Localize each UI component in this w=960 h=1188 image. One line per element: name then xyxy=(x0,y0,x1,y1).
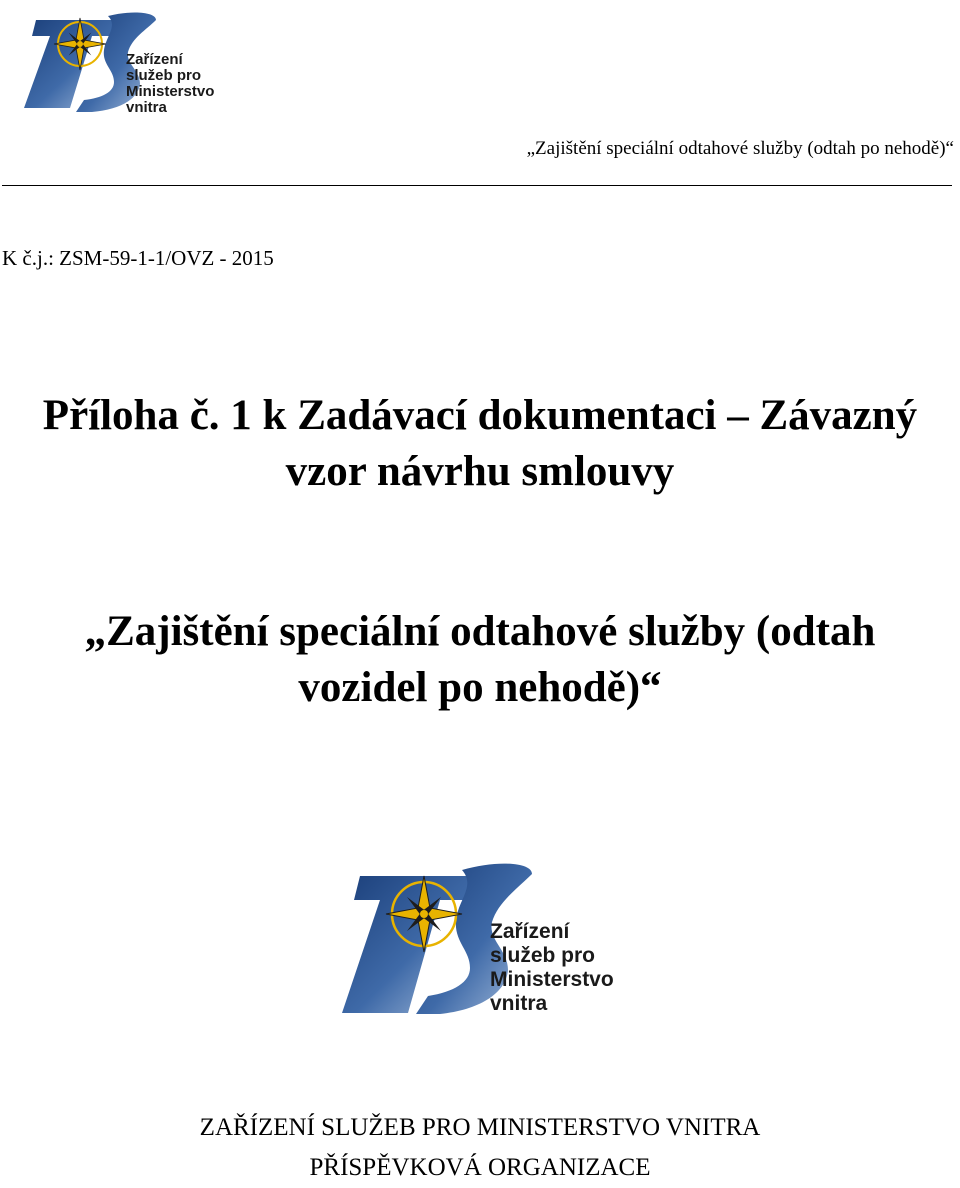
logo-line: Ministerstvo xyxy=(126,83,215,100)
organization-block xyxy=(0,1108,960,1188)
header-divider xyxy=(2,185,952,186)
logo-line: vnitra xyxy=(126,99,167,116)
running-header-title: „Zajištění speciální odtahové služby (odtah po nehodě)“ xyxy=(526,138,954,159)
contract-title-line: vozidel po nehodě)“ xyxy=(298,664,662,711)
annex-title xyxy=(0,388,960,500)
logo-line: služeb pro xyxy=(126,67,202,84)
logo-line: služeb pro xyxy=(490,944,596,967)
contract-title xyxy=(0,604,960,716)
annex-title-line: Příloha č. 1 k Zadávací dokumentaci – Závazný xyxy=(42,392,918,439)
reference-number: K č.j.: ZSM-59-1-1/OVZ - 2015 xyxy=(2,246,274,270)
organization-name: ZAŘÍZENÍ SLUŽEB PRO MINISTERSTVO VNITRA xyxy=(199,1114,761,1141)
annex-title-line: vzor návrhu smlouvy xyxy=(285,448,675,495)
zsmv-logo-graphic xyxy=(22,8,222,116)
logo-line: Zařízení xyxy=(490,920,570,943)
zsmv-logo-header xyxy=(22,8,222,116)
zsmv-logo-graphic-large xyxy=(340,858,625,1018)
contract-title-line: „Zajištění speciální odtahové služby (odtah xyxy=(84,608,876,655)
logo-line: Ministerstvo xyxy=(490,968,614,991)
logo-line: vnitra xyxy=(490,992,548,1015)
logo-line: Zařízení xyxy=(126,51,183,68)
organization-type: PŘÍSPĚVKOVÁ ORGANIZACE xyxy=(309,1154,651,1181)
zsmv-logo-main xyxy=(340,858,625,1018)
